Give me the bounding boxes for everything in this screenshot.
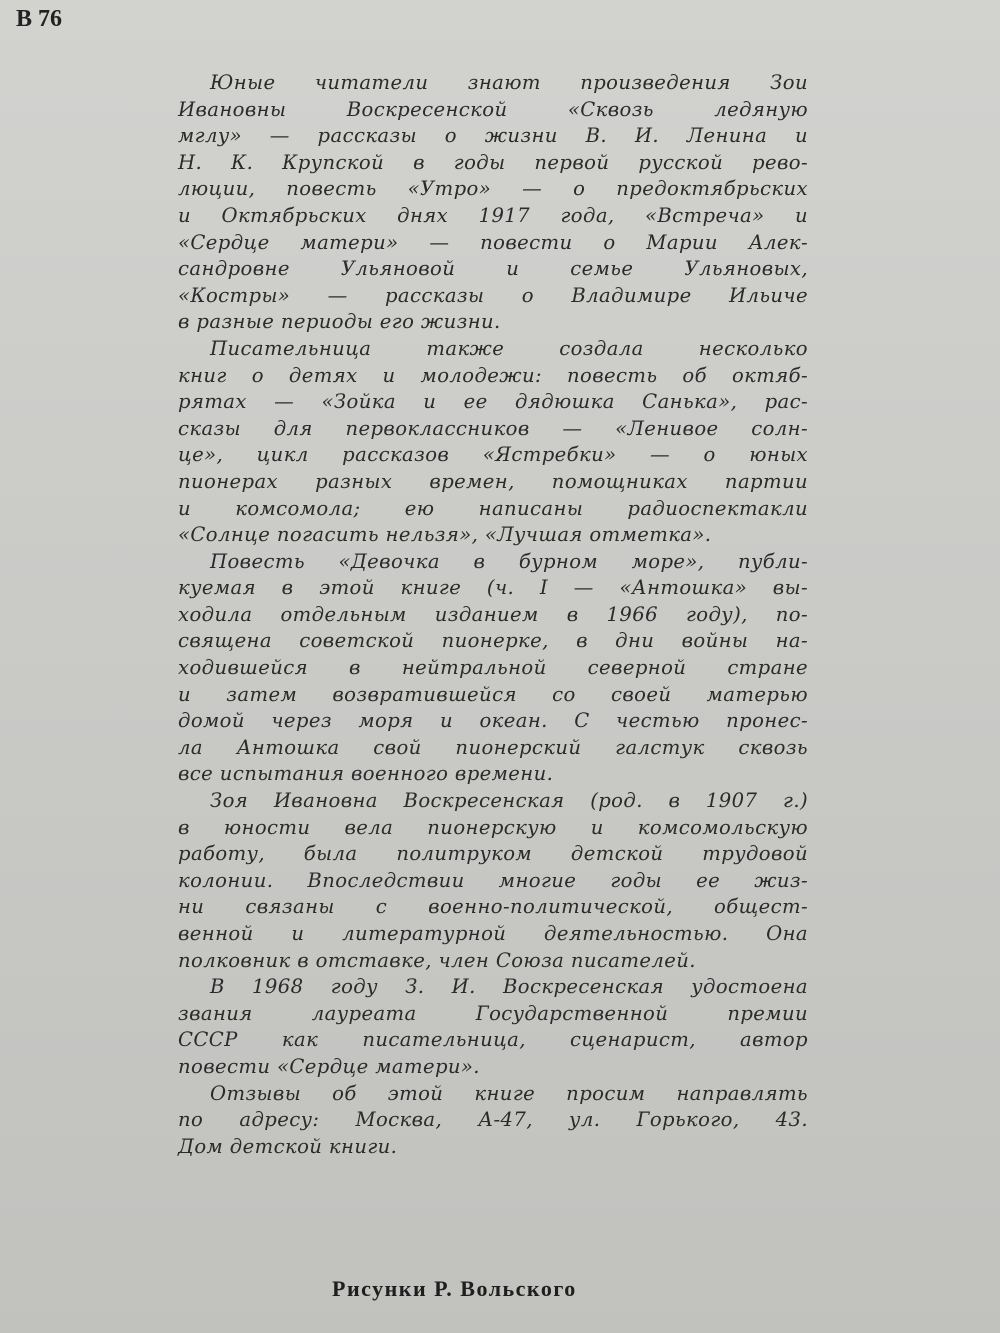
text-line: ла Антошка свой пионерский галстук сквозь: [178, 735, 808, 759]
text-line: Дом детской книги.: [178, 1134, 398, 1158]
text-line: куемая в этой книге (ч. I — «Антошка» вы-: [178, 576, 808, 600]
text-line: ни связаны с военно-политической, общест-: [178, 895, 808, 919]
text-line: по адресу: Москва, А-47, ул. Горького, 43.: [178, 1108, 808, 1132]
text-line: звания лауреата Государственной премии: [178, 1001, 808, 1025]
text-line: Ивановны Воскресенской «Сквозь ледяную: [178, 97, 808, 121]
text-line: повести «Сердце матери».: [178, 1054, 480, 1078]
text-line: работу, была политруком детской трудовой: [178, 842, 808, 866]
text-line: в юности вела пионерскую и комсомольскую: [178, 815, 808, 839]
paragraph-3: [178, 549, 808, 788]
text-line: сандровне Ульяновой и семье Ульяновых,: [178, 257, 808, 281]
text-line: Юные читатели знают произведения Зои: [210, 71, 808, 94]
text-line: Писательница также создала несколько: [210, 336, 808, 360]
text-line: и Октябрьских днях 1917 года, «Встреча» и: [178, 203, 808, 227]
paragraph-6: [178, 1081, 808, 1161]
text-line: пионерах разных времен, помощниках партии: [178, 469, 808, 493]
paragraph-5: [178, 974, 808, 1080]
illustrator-credit: Рисунки Р. Вольского: [332, 1276, 577, 1301]
text-line: люции, повесть «Утро» — о предоктябрьских: [178, 177, 808, 201]
text-line: и комсомола; ею написаны радиоспектакли: [178, 496, 808, 520]
text-line: В 1968 году З. И. Воскресенская удостоена: [210, 975, 808, 999]
text-line: Отзывы об этой книге просим направлять: [210, 1081, 808, 1105]
annotation-text: [178, 70, 808, 1160]
text-line: ходила отдельным изданием в 1966 году), по-: [178, 602, 808, 626]
text-line: Повесть «Девочка в бурном море», публи-: [210, 549, 808, 573]
text-line: рятах — «Зойка и ее дядюшка Санька», рас-: [178, 390, 808, 414]
text-line: и затем возвратившейся со своей матерью: [178, 682, 808, 706]
text-line: «Костры» — рассказы о Владимире Ильиче: [178, 283, 808, 307]
text-line: полковник в отставке, член Союза писателей.: [178, 948, 696, 972]
text-line: це», цикл рассказов «Ястребки» — о юных: [178, 443, 808, 467]
text-line: венной и литературной деятельностью. Она: [178, 922, 808, 945]
text-line: колонии. Впоследствии многие годы ее жиз-: [178, 868, 808, 892]
text-line: Зоя Ивановна Воскресенская (род. в 1907 г.): [210, 789, 808, 813]
paragraph-1: [178, 70, 808, 336]
text-line: священа советской пионерке, в дни войны на-: [178, 629, 808, 653]
text-line: домой через моря и океан. С честью пронес-: [178, 709, 808, 733]
text-line: мглу» — рассказы о жизни В. И. Ленина и: [178, 124, 808, 148]
catalog-code: В 76: [16, 6, 63, 32]
text-line: сказы для первоклассников — «Ленивое солн-: [178, 416, 808, 440]
text-line: ходившейся в нейтральной северной стране: [178, 656, 808, 680]
text-line: «Солнце погасить нельзя», «Лучшая отметка».: [178, 523, 712, 547]
text-line: книг о детях и молодежи: повесть об октяб-: [178, 363, 808, 387]
paragraph-4: [178, 788, 808, 974]
text-line: «Сердце матери» — повести о Марии Алек-: [178, 230, 808, 254]
text-line: в разные периоды его жизни.: [178, 310, 501, 334]
text-line: Н. К. Крупской в годы первой русской рево-: [178, 150, 808, 174]
text-line: СССР как писательница, сценарист, автор: [178, 1028, 808, 1052]
paragraph-2: [178, 336, 808, 549]
text-line: все испытания военного времени.: [178, 762, 554, 786]
